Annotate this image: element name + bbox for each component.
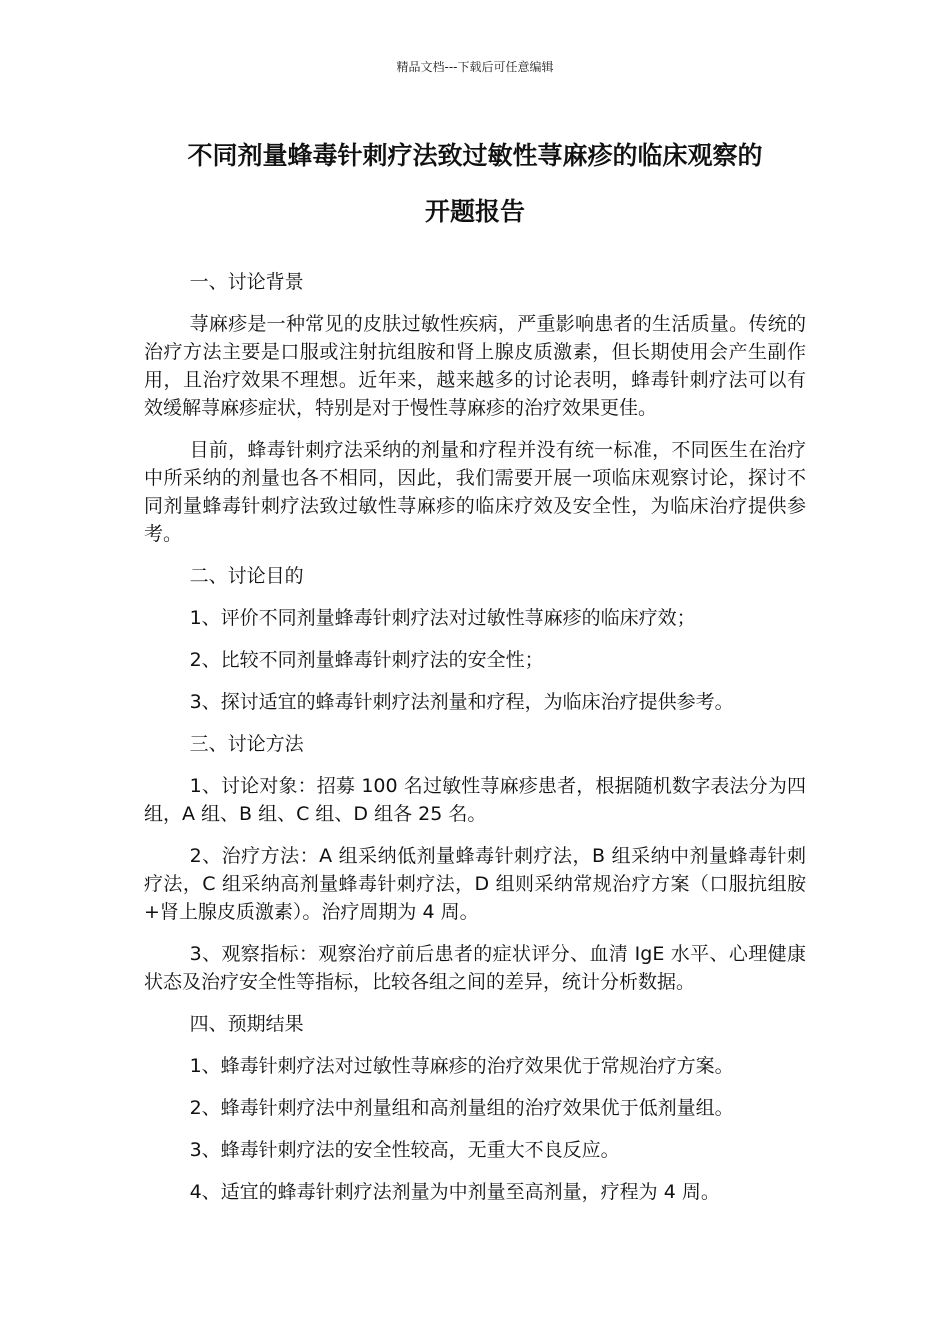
section-heading-background: 一、讨论背景 xyxy=(189,271,304,293)
section-heading-methods: 三、讨论方法 xyxy=(189,733,304,755)
results-item-3: 3、蜂毒针刺疗法的安全性较高，无重大不良反应。 xyxy=(189,1139,620,1161)
section-heading-results: 四、预期结果 xyxy=(189,1013,304,1035)
results-item-2: 2、蜂毒针刺疗法中剂量组和高剂量组的治疗效果优于低剂量组。 xyxy=(189,1097,734,1119)
methods-item-3: 3、观察指标：观察治疗前后患者的症状评分、血清 IgE 水平、心理健康状态及治疗安全性等指标，比较各组之间的差异，统计分析数据。 xyxy=(144,943,806,993)
document-title-line-2: 开题报告 xyxy=(424,197,525,226)
purpose-item-2: 2、比较不同剂量蜂毒针刺疗法的安全性； xyxy=(189,649,544,671)
results-item-4: 4、适宜的蜂毒针刺疗法剂量为中剂量至高剂量，疗程为 4 周。 xyxy=(189,1181,720,1203)
background-paragraph-2: 目前，蜂毒针刺疗法采纳的剂量和疗程并没有统一标准，不同医生在治疗中所采纳的剂量也各不相同，因此，我们需要开展一项临床观察讨论，探讨不同剂量蜂毒针刺疗法致过敏性荨麻疹的临床疗效及安全性，为临床治疗提供参考。 xyxy=(144,439,806,545)
results-item-1: 1、蜂毒针刺疗法对过敏性荨麻疹的治疗效果优于常规治疗方案。 xyxy=(189,1055,734,1077)
methods-item-2: 2、治疗方法：A 组采纳低剂量蜂毒针刺疗法，B 组采纳中剂量蜂毒针刺疗法，C 组采纳高剂量蜂毒针刺疗法，D 组则采纳常规治疗方案（口服抗组胺+肾上腺皮质激素）。治疗周期为 4 周。 xyxy=(144,845,806,923)
page-header-note: 精品文档---下载后可任意编辑 xyxy=(396,60,554,74)
background-paragraph-1: 荨麻疹是一种常见的皮肤过敏性疾病，严重影响患者的生活质量。传统的治疗方法主要是口服或注射抗组胺和肾上腺皮质激素，但长期使用会产生副作用，且治疗效果不理想。近年来，越来越多的讨论表明，蜂毒针刺疗法可以有效缓解荨麻疹症状，特别是对于慢性荨麻疹的治疗效果更佳。 xyxy=(144,313,806,419)
purpose-item-3: 3、探讨适宜的蜂毒针刺疗法剂量和疗程，为临床治疗提供参考。 xyxy=(189,691,734,713)
methods-item-1: 1、讨论对象：招募 100 名过敏性荨麻疹患者，根据随机数字表法分为四组，A 组、B 组、C 组、D 组各 25 名。 xyxy=(144,775,806,825)
document-title-line-1: 不同剂量蜂毒针刺疗法致过敏性荨麻疹的临床观察的 xyxy=(187,141,763,170)
document-title xyxy=(110,128,840,240)
purpose-item-1: 1、评价不同剂量蜂毒针刺疗法对过敏性荨麻疹的临床疗效； xyxy=(189,607,696,629)
section-heading-purpose: 二、讨论目的 xyxy=(189,565,304,587)
document-body xyxy=(144,268,806,1220)
